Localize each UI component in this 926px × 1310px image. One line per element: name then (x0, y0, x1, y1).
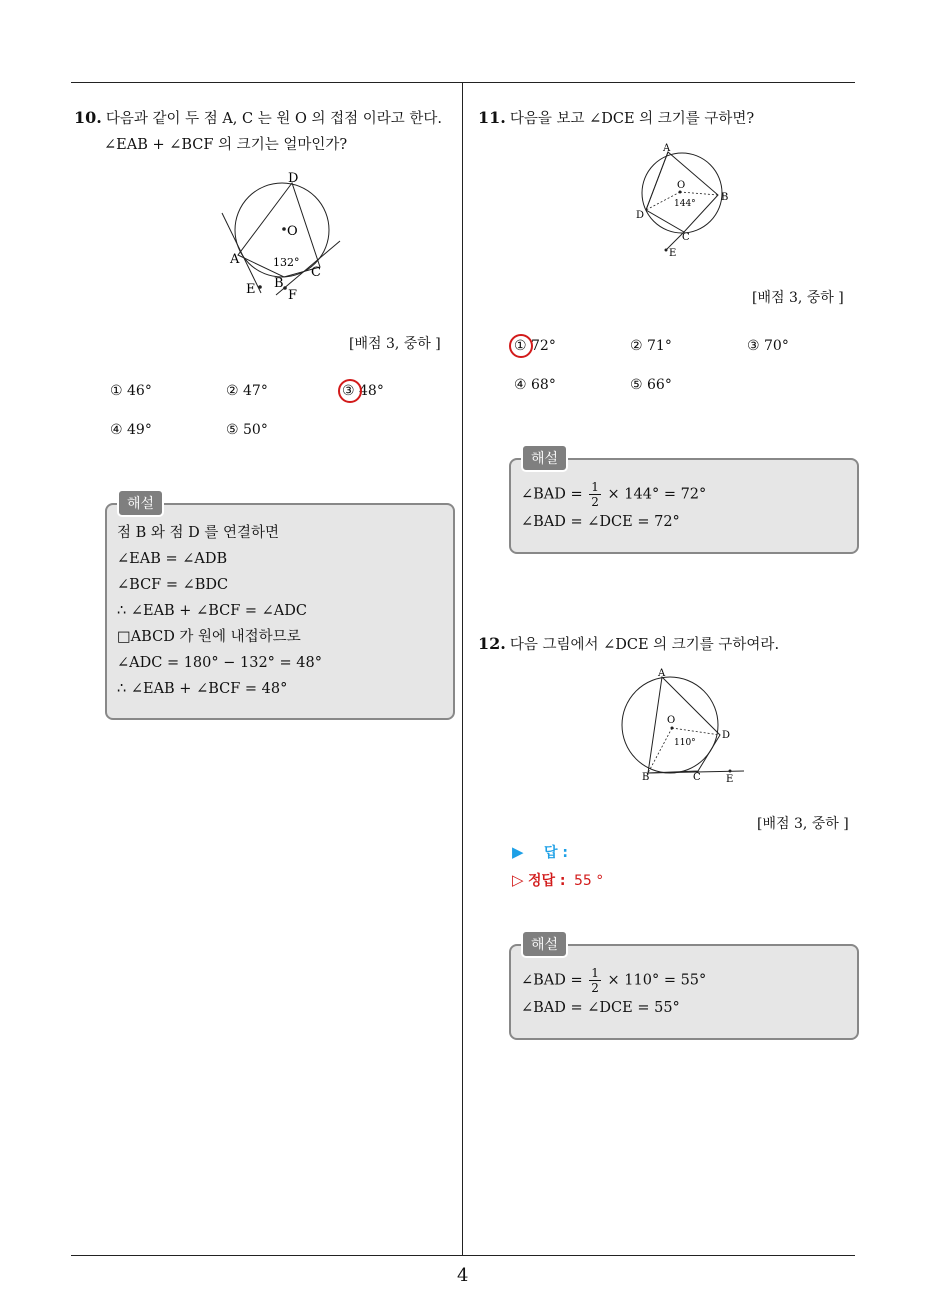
q10-expl-line: ∠ADC = 180° − 132° = 48° (117, 655, 322, 671)
q10-center-dot (282, 227, 286, 231)
q12-answer-label: 답 : (544, 845, 568, 861)
q10-choice-1-text: 46° (127, 383, 152, 399)
q12-explanation (521, 966, 706, 1021)
q12-label-o: O (667, 715, 676, 726)
q12-label-b: B (642, 772, 650, 783)
q11-choice-4-text: 68° (531, 377, 556, 393)
q10-line2: ∠EAB + ∠BCF 의 크기는 얼마인가? (104, 137, 348, 153)
q12-label-c: C (693, 772, 701, 783)
q12-angle-label: 110° (674, 738, 696, 748)
q10-figure (212, 165, 352, 305)
q10-choice-2[interactable] (226, 383, 268, 399)
q10-selected-mark (338, 379, 362, 403)
q11-circle (642, 153, 722, 233)
q10-expl-line: ∠EAB = ∠ADB (117, 551, 228, 567)
q10-choice-4-num: ④ (110, 422, 123, 438)
q12-correct-label: 정답 : (528, 873, 566, 889)
q12-radius-od (672, 728, 720, 735)
q10-angle-label: 132° (273, 256, 300, 269)
q12-label-e: E (726, 774, 734, 785)
q11-choice-3-text: 70° (764, 338, 789, 354)
q11-choice-4[interactable] (514, 377, 556, 393)
q10-label-f: F (288, 288, 298, 303)
q11-score: [배점 3, 중하 ] (752, 290, 844, 306)
q12-figure (614, 665, 750, 787)
q11-label-b: B (721, 192, 729, 203)
q10-expl-line: ∴ ∠EAB + ∠BCF = 48° (117, 681, 288, 697)
q11-explanation (521, 480, 706, 535)
q11-radius-ob (680, 192, 718, 195)
q11-label-c: C (682, 232, 690, 243)
q10-expl-line: 점 B 와 점 D 를 연결하면 (117, 525, 279, 541)
q11-explanation-tag: 해설 (521, 444, 568, 472)
q10-choice-2-text: 47° (243, 383, 268, 399)
q11-choice-5[interactable] (630, 377, 672, 393)
q10-explanation-tag: 해설 (117, 489, 164, 517)
q10-expl-line: □ABCD 가 원에 내접하므로 (117, 629, 301, 645)
q11-choice-5-text: 66° (647, 377, 672, 393)
q10-point-f (283, 286, 287, 290)
q10-label-o: O (287, 224, 298, 239)
q11-line1: 다음을 보고 ∠DCE 의 크기를 구하면? (509, 111, 755, 127)
q10-choice-3-text: 48° (359, 383, 384, 399)
q12-explanation-tag: 해설 (521, 930, 568, 958)
bottom-rule (71, 1255, 855, 1256)
q11-choice-3-num: ③ (747, 338, 760, 354)
q11-expl-line-2: ∠BAD = ∠DCE = 72° (521, 514, 680, 530)
q12-line1: 다음 그림에서 ∠DCE 의 크기를 구하여라. (509, 637, 780, 653)
q10-question (74, 105, 459, 158)
q10-label-c: C (311, 265, 321, 280)
q12-expl1-left: ∠BAD = (521, 972, 583, 989)
q11-choice-1-num: ① (514, 338, 527, 354)
q11-number: 11. (478, 108, 506, 127)
q10-expl-line: ∠BCF = ∠BDC (117, 577, 229, 593)
q12-correct-row (512, 870, 603, 890)
page-number: 4 (457, 1265, 469, 1286)
q10-line1: 다음과 같이 두 점 A, C 는 원 O 의 접점 이라고 한다. (105, 111, 442, 127)
q12-quadrilateral (648, 677, 720, 773)
q11-question (478, 105, 858, 132)
q11-label-d: D (636, 210, 645, 221)
q10-choice-2-num: ② (226, 383, 239, 399)
q10-number: 10. (74, 108, 102, 127)
q10-label-a: A (230, 252, 240, 267)
play-arrow-icon: ▶ (512, 843, 524, 861)
q10-score: [배점 3, 중하 ] (349, 336, 441, 352)
q12-correct-value: 55 ° (573, 873, 604, 889)
q10-label-b: B (274, 276, 284, 291)
q11-choice-1-text: 72° (531, 338, 556, 354)
outline-arrow-icon: ▷ (512, 871, 524, 889)
q12-question (478, 631, 858, 658)
q12-number: 12. (478, 634, 506, 653)
q11-choice-3[interactable] (747, 338, 789, 354)
q10-label-e: E (246, 282, 256, 297)
q11-fraction-num: 1 (591, 480, 599, 494)
q12-expl-line-1 (521, 966, 706, 995)
q10-explanation (117, 520, 322, 702)
q11-fraction (589, 480, 601, 509)
q12-label-a: A (658, 668, 666, 679)
q10-choice-1[interactable] (110, 383, 152, 399)
q10-choice-5[interactable] (226, 422, 268, 438)
q11-angle-label: 144° (674, 199, 696, 209)
q10-label-d: D (288, 171, 299, 186)
q11-expl-line-1 (521, 480, 706, 509)
q10-choice-5-num: ⑤ (226, 422, 239, 438)
q10-point-e (258, 285, 262, 289)
q10-choice-4-text: 49° (127, 422, 152, 438)
q12-fraction (589, 966, 601, 995)
q10-choice-3-num: ③ (342, 383, 355, 399)
q11-figure (632, 140, 742, 260)
q11-choice-2[interactable] (630, 338, 672, 354)
q12-score: [배점 3, 중하 ] (757, 816, 849, 832)
q11-choice-4-num: ④ (514, 377, 527, 393)
q10-choice-4[interactable] (110, 422, 152, 438)
q11-choice-5-num: ⑤ (630, 377, 643, 393)
q11-choice-2-num: ② (630, 338, 643, 354)
q12-expl1-right: × 110° = 55° (607, 972, 707, 989)
q12-fraction-num: 1 (591, 966, 599, 980)
q11-label-e: E (669, 248, 677, 259)
q10-tangent-a (222, 213, 261, 293)
q10-choice-1-num: ① (110, 383, 123, 399)
column-divider (462, 82, 463, 1256)
q10-expl-line: ∴ ∠EAB + ∠BCF = ∠ADC (117, 603, 308, 619)
q12-answer-row (512, 842, 568, 862)
q11-expl1-left: ∠BAD = (521, 486, 583, 503)
q11-label-a: A (663, 143, 671, 154)
q12-label-d: D (722, 730, 731, 741)
q12-expl-line-2: ∠BAD = ∠DCE = 55° (521, 1000, 680, 1016)
q11-choice-2-text: 71° (647, 338, 672, 354)
q11-fraction-den: 2 (591, 495, 599, 509)
q11-selected-mark (509, 334, 533, 358)
q11-label-o: O (677, 180, 686, 191)
q11-expl1-right: × 144° = 72° (607, 486, 707, 503)
q12-fraction-den: 2 (591, 981, 599, 995)
q10-choice-5-text: 50° (243, 422, 268, 438)
top-rule (71, 82, 855, 83)
